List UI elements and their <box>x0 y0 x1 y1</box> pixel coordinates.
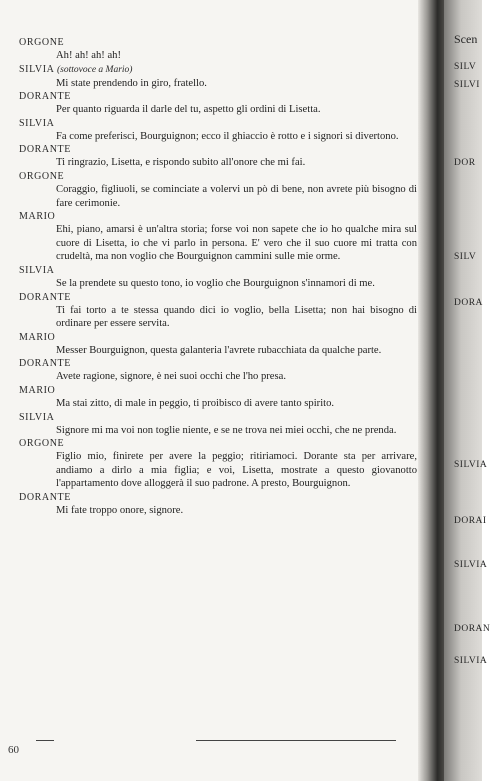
dialogue-entry <box>19 357 419 384</box>
right-page-speaker: DORAN <box>454 624 490 634</box>
dialogue-entry <box>19 491 419 518</box>
speaker-name <box>19 384 419 397</box>
dialogue-entry <box>19 210 419 264</box>
speaker-name <box>19 36 419 49</box>
speaker-label: SILVIA <box>19 411 55 423</box>
speaker-name <box>19 143 419 156</box>
dialogue-entry <box>19 170 419 210</box>
speaker-label: MARIO <box>19 384 56 396</box>
speaker-name <box>19 437 419 450</box>
dialogue-entry <box>19 331 419 358</box>
dialogue-line: Mi state prendendo in giro, fratello. <box>56 77 207 89</box>
speaker-name <box>19 170 419 183</box>
speaker-label: ORGONE <box>19 37 65 48</box>
dialogue-entry <box>19 143 419 170</box>
speaker-name <box>19 117 419 130</box>
dialogue-entry <box>19 411 419 438</box>
stage-direction: (sottovoce a Mario) <box>57 64 133 75</box>
footer-rule <box>196 740 396 741</box>
right-page-speaker: DOR <box>454 158 476 168</box>
dialogue-line: Figlio mio, finirete per avere la peggio; ritiriamoci. Dorante sta per arrivare, andiamo a dirlo a mia figlia; e voi, Lisetta, mostrate a questo giovanotto l'appartamento dove alloggerà il suo padrone. A presto, Bourguignon. <box>56 451 417 490</box>
speaker-name <box>19 63 419 77</box>
speaker-name <box>19 331 419 344</box>
speaker-label: DORANTE <box>19 144 71 156</box>
dialogue-line: Ti fai torto a te stessa quando dici io voglio, bella Lisetta; non hai bisogno di ordinare per essere servita. <box>56 304 417 330</box>
speaker-label: ORGONE <box>19 438 65 450</box>
dialogue-entry <box>19 90 419 117</box>
dialogue-line: Mi fate troppo onore, signore. <box>56 504 184 516</box>
right-page-speaker: DORA <box>454 298 483 308</box>
speaker-label: MARIO <box>19 211 56 223</box>
speaker-name <box>19 90 419 103</box>
speaker-label: DORANTE <box>19 358 71 370</box>
right-page-speaker: SILVI <box>454 80 480 90</box>
dialogue-line: Se la prendete su questo tono, io voglio che Bourguignon s'innamori di me. <box>56 277 375 289</box>
right-page-speaker: SILVIA <box>454 656 488 666</box>
speaker-label: DORANTE <box>19 491 71 503</box>
dialogue-line: Fa come preferisci, Bourguignon; ecco il ghiaccio è rotto e i signori si divertono. <box>56 130 399 142</box>
right-page-speaker: SILV <box>454 62 477 72</box>
speaker-name <box>19 491 419 504</box>
footer-rule <box>36 740 54 741</box>
speaker-label: ORGONE <box>19 170 65 182</box>
dialogue-entry <box>19 117 419 144</box>
dialogue-line: Ma stai zitto, di male in peggio, ti proibisco di avere tanto spirito. <box>56 397 335 409</box>
speaker-label: MARIO <box>19 331 56 343</box>
speaker-name <box>19 291 419 304</box>
speaker-name <box>19 264 419 277</box>
right-page-header: Scen <box>454 32 478 46</box>
dialogue-line: Signore mi ma voi non toglie niente, e se ne trova nei miei occhi, che ne prenda. <box>56 424 397 436</box>
dialogue-line: Messer Bourguignon, questa galanteria l'avrete rubacchiata da qualche parte. <box>56 344 382 356</box>
dialogue-line: Coraggio, figliuoli, se cominciate a volervi un pò di bene, non avrete più bisogno di fare cerimonie. <box>56 183 417 209</box>
right-page-speaker: DORAI <box>454 516 487 526</box>
book-gutter <box>418 0 444 781</box>
dialogue-line: Per quanto riguarda il darle del tu, aspetto gli ordini di Lisetta. <box>56 104 321 116</box>
speaker-name <box>19 357 419 370</box>
speaker-name <box>19 411 419 424</box>
speaker-label: DORANTE <box>19 91 71 103</box>
speaker-name <box>19 210 419 223</box>
dialogue-line: Ti ringrazio, Lisetta, e rispondo subito all'onore che mi fai. <box>56 157 306 169</box>
dialogue-entry <box>19 291 419 331</box>
right-page-speaker: SILVIA <box>454 560 488 570</box>
speaker-label: DORANTE <box>19 291 71 303</box>
right-page <box>444 0 490 781</box>
right-page-speaker: SILVIA <box>454 460 488 470</box>
dialogue-line: Avete ragione, signore, è nei suoi occhi che l'ho presa. <box>56 371 286 383</box>
right-page-speaker: SILV <box>454 252 477 262</box>
speaker-label: SILVIA <box>19 264 55 276</box>
dialogue-line: Ehi, piano, amarsi è un'altra storia; forse voi non sapete che io ho qualche mira sul cuore di Lisetta, io che vi parlo in persona. E' vero che il suo cuore mi tratta con crudeltà, ma non voglio che Bourguignon cammini sulle mie orme. <box>56 224 417 263</box>
dialogue-line: Ah! ah! ah! ah! <box>56 50 122 61</box>
play-script <box>19 36 419 517</box>
speaker-label: SILVIA <box>19 117 55 129</box>
dialogue-entry <box>19 384 419 411</box>
dialogue-entry <box>19 437 419 491</box>
dialogue-entry <box>19 63 419 91</box>
page-number: 60 <box>8 744 19 756</box>
speaker-label: SILVIA <box>19 63 54 75</box>
dialogue-entry <box>19 264 419 291</box>
dialogue-entry <box>19 36 419 63</box>
